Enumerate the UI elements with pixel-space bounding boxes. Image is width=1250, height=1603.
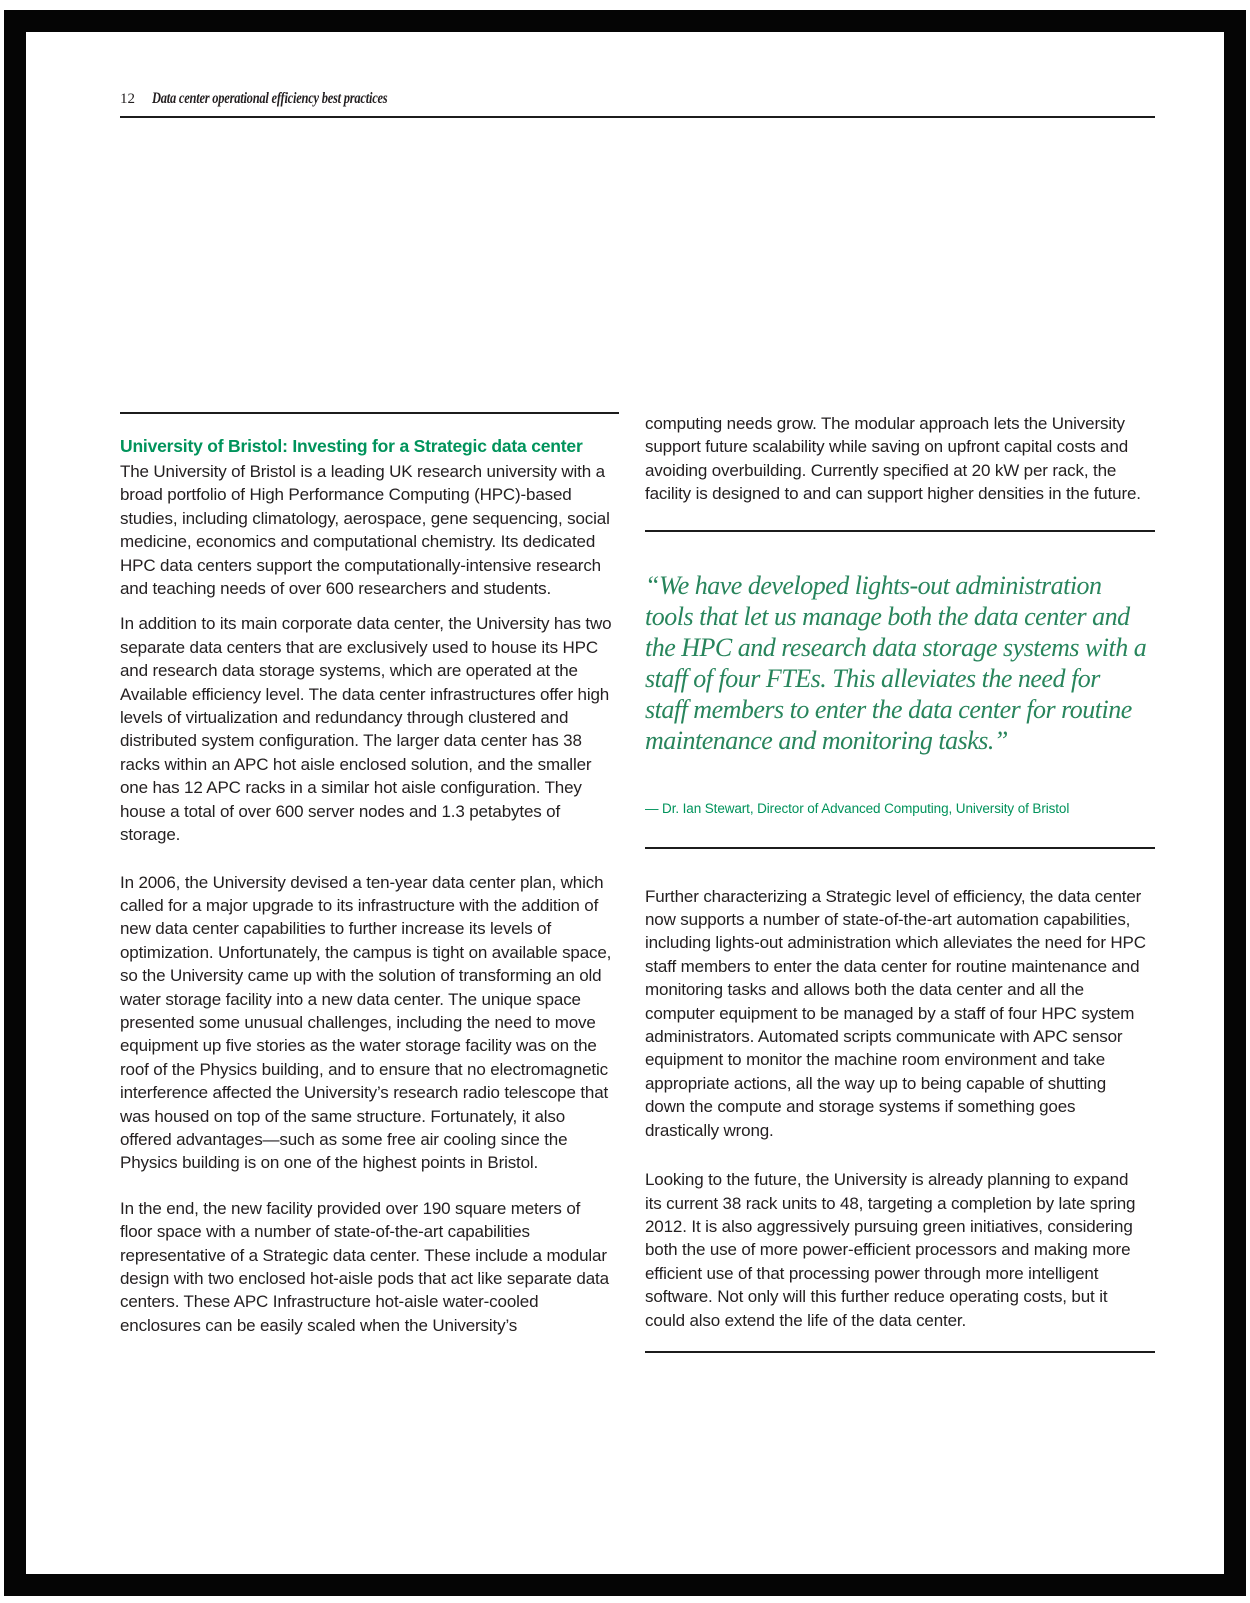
section-heading: University of Bristol: Investing for a Strategic data center <box>120 436 583 456</box>
pull-quote: “We have developed lights-out administration tools that let us manage both the data center and the HPC and research data storage systems with a staff of four FTEs. This alleviates the need for staff members to enter the data center for routine maintenance and monitoring tasks.” <box>645 570 1147 755</box>
body-paragraph: In 2006, the University devised a ten-year data center plan, which called for a major upgrade to its infrastructure with the addition of new data center capabilities to further increase its levels of optimization. Unfortunately, the campus is tight on available space, so the University came up with the solution of transforming an old water storage facility into a new data center. The unique space presented some unusual challenges, including the need to move equipment up five stories as the water storage facility was on the roof of the Physics building, and to ensure that no electromagnetic interference affected the University’s research radio telescope that was housed on top of the same structure. Fortunately, it also offered advantages—such as some free air cooling since the Physics building is on one of the highest points in Bristol. <box>120 872 612 1173</box>
quote-top-rule <box>645 530 1155 532</box>
section-bottom-rule <box>645 1351 1155 1353</box>
body-paragraph: computing needs grow. The modular approach lets the University support future scalability while saving on upfront capital costs and avoiding overbuilding. Currently specified at 20 kW per rack, the facility is designed to and can support higher densities in the future. <box>645 414 1141 504</box>
quote-bottom-rule <box>645 847 1155 849</box>
body-paragraph: In the end, the new facility provided over 190 square meters of floor space with a number of state-of-the-art capabilities representative of a Strategic data center. These include a modular design with two enclosed hot-aisle pods that act like separate data centers. These APC Infrastructure hot-aisle water-cooled enclosures can be easily scaled when the University’s <box>120 1198 609 1335</box>
header-rule <box>120 116 1155 118</box>
section-top-rule <box>120 412 619 414</box>
body-paragraph: Further characterizing a Strategic level of efficiency, the data center now supports a number of state-of-the-art automation capabilities, including lights-out administration which alleviates the need for HPC staff members to enter the data center for routine maintenance and monitoring tasks and allows both the data center and all the computer equipment to be managed by a staff of four HPC system administrators. Automated scripts communicate with APC sensor equipment to monitor the machine room environment and take appropriate actions, all the way up to being capable of shutting down the compute and storage systems if something goes drastically wrong. <box>645 886 1146 1140</box>
right-column <box>645 412 1147 1353</box>
body-paragraph: In addition to its main corporate data center, the University has two separate data centers that are exclusively used to house its HPC and research data storage systems, which are operated at the Available efficiency level. The data center infrastructures offer high levels of virtualization and redundancy through clustered and distributed system configuration. The larger data center has 38 racks within an APC hot aisle enclosed solution, and the smaller one has 12 APC racks in a similar hot aisle configuration. They house a total of over 600 server nodes and 1.3 petabytes of storage. <box>120 614 612 845</box>
body-paragraph: Looking to the future, the University is already planning to expand its current 38 rack units to 48, targeting a completion by late spring 2012. It is also aggressively pursuing green initiatives, considering both the use of more power-efficient processors and making more efficient use of that processing power through more intelligent software. Not only will this further reduce operating costs, but it could also extend the life of the data center. <box>645 1170 1136 1330</box>
running-title: Data center operational efficiency best practices <box>152 90 388 107</box>
body-paragraph: The University of Bristol is a leading UK research university with a broad portfolio of High Performance Computing (HPC)-based studies, including climatology, aerospace, gene sequencing, social medicine, economics and computational chemistry. Its dedicated HPC data centers support the computationally-intensive research and teaching needs of over 600 researchers and students. <box>120 462 610 599</box>
left-column <box>120 412 614 1337</box>
page-number: 12 <box>120 91 135 107</box>
quote-attribution: — Dr. Ian Stewart, Director of Advanced Computing, University of Bristol <box>645 800 1070 816</box>
